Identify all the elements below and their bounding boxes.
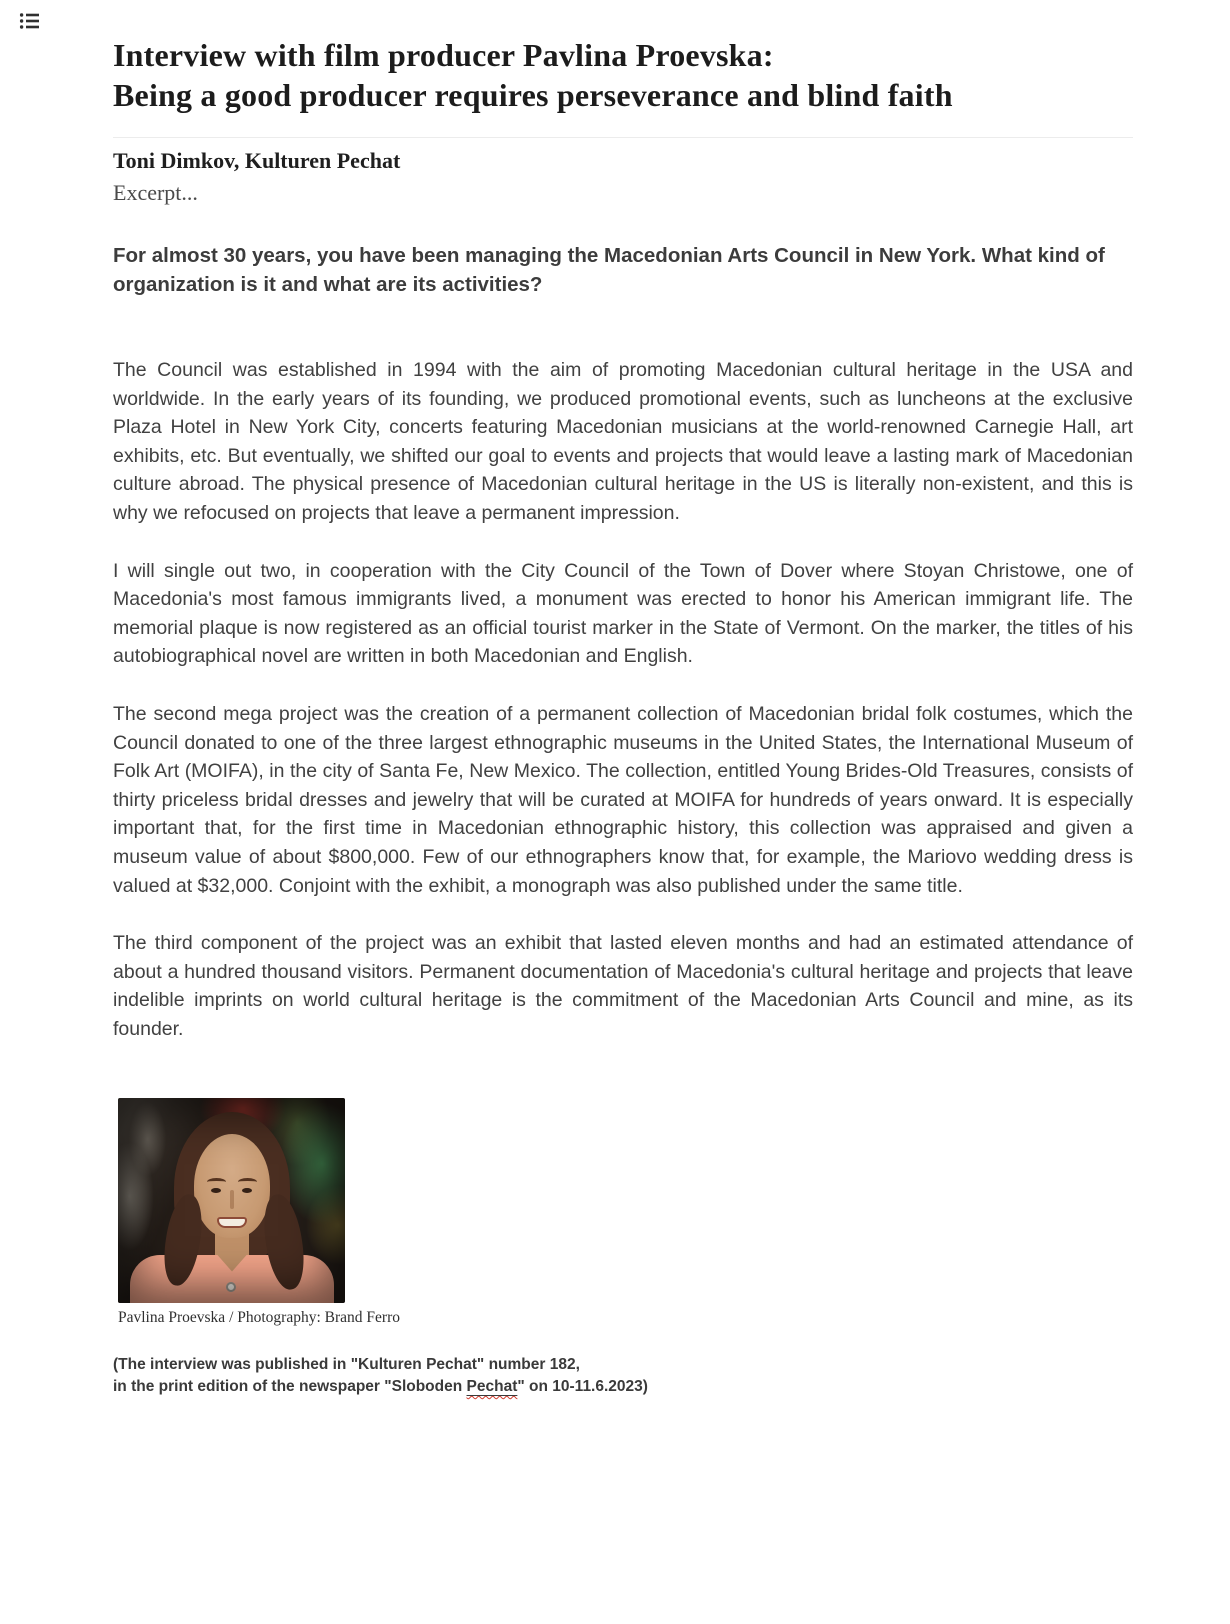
title-divider bbox=[113, 137, 1133, 138]
outline-menu-button[interactable] bbox=[16, 8, 44, 34]
publication-note-underlined-word: Pechat bbox=[466, 1378, 518, 1395]
byline: Toni Dimkov, Kulturen Pechat bbox=[113, 148, 401, 174]
article-paragraph: The Council was established in 1994 with the aim of promoting Macedonian cultural heritage in the USA and worldwide. In the early years of its founding, we produced promotional events, such as luncheons at the exclusive Plaza Hotel in New York City, concerts featuring Macedonian musicians at the world-renowned Carnegie Hall, art exhibits, etc. But eventually, we shifted our goal to events and projects that would leave a lasting mark of Macedonian culture abroad. The physical presence of Macedonian cultural heritage in the US is literally non-existent, and this is why we refocused on projects that leave a permanent impression. bbox=[113, 359, 1133, 525]
article-title-line2: Being a good producer requires perseverance and blind faith bbox=[113, 76, 953, 113]
excerpt-label: Excerpt... bbox=[113, 179, 198, 205]
publication-note-line2-post: " on 10-11.6.2023) bbox=[517, 1378, 648, 1395]
list-icon bbox=[19, 20, 41, 35]
photo-figure bbox=[118, 1098, 1133, 1327]
publication-note-line2-pre: in the print edition of the newspaper "Sloboden bbox=[113, 1378, 467, 1395]
article-body bbox=[113, 36, 1133, 1398]
interview-question: For almost 30 years, you have been managing the Macedonian Arts Council in New York. What kind of organization is it and what are its activities? bbox=[113, 243, 1105, 296]
publication-note-line1: (The interview was published in "Kulturen Pechat" number 182, bbox=[113, 1355, 580, 1373]
article-title bbox=[113, 36, 1133, 115]
article-title-line1: Interview with film producer Pavlina Proevska: bbox=[113, 37, 774, 73]
article-paragraph: The second mega project was the creation of a permanent collection of Macedonian bridal folk costumes, which the Council donated to one of the three largest ethnographic museums in the United States, the International Museum of Folk Art (MOIFA), in the city of Santa Fe, New Mexico. The collection, entitled Young Brides-Old Treasures, consists of thirty priceless bridal dresses and jewelry that will be curated at MOIFA for hundreds of years onward. It is especially important that, for the first time in Macedonian ethnographic history, this collection was appraised and given a museum value of about $800,000. Few of our ethnographers know that, for example, the Mariovo wedding dress is valued at $32,000. Conjoint with the exhibit, a monograph was also published under the same title. bbox=[113, 703, 1133, 897]
portrait-photo bbox=[118, 1098, 345, 1303]
spellcheck-underline bbox=[467, 1378, 518, 1395]
article-paragraph: The third component of the project was an exhibit that lasted eleven months and had an estimated attendance of about a hundred thousand visitors. Permanent documentation of Macedonia's cultural heritage and projects that leave indelible imprints on world cultural heritage is the commitment of the Macedonian Arts Council and mine, as its founder. bbox=[113, 932, 1133, 1040]
publication-note bbox=[113, 1354, 1133, 1399]
article-paragraph: I will single out two, in cooperation with the City Council of the Town of Dover where Stoyan Christowe, one of Macedonia's most famous immigrants lived, a monument was erected to honor his American immigrant life. The memorial plaque is now registered as an official tourist marker in the State of Vermont. On the marker, the titles of his autobiographical novel are written in both Macedonian and English. bbox=[113, 559, 1133, 668]
photo-caption: Pavlina Proevska / Photography: Brand Ferro bbox=[118, 1308, 400, 1326]
photo-art-vignette bbox=[118, 1098, 345, 1303]
